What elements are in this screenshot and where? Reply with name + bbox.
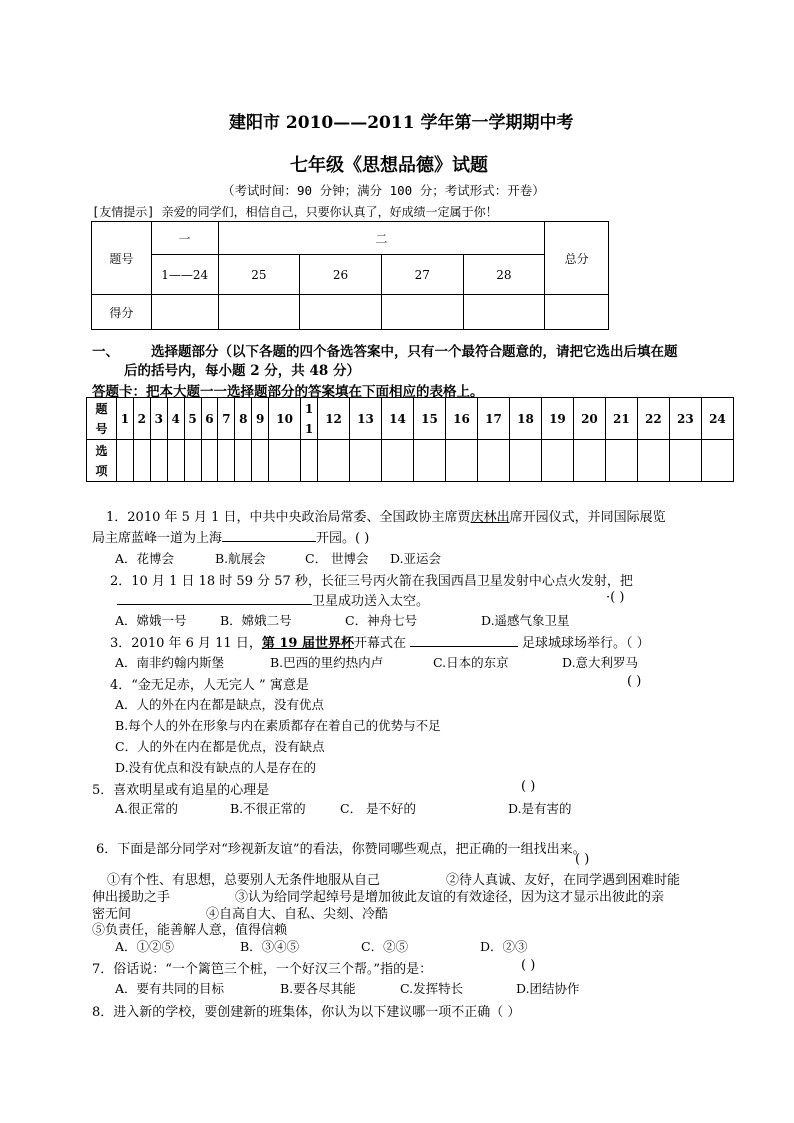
question-7: 7．俗话说：“一个篱笆三个桩，一个好汉三个帮。”指的是： <box>92 962 433 977</box>
q2-answer-paren[interactable]: ·( ) <box>606 590 625 605</box>
q3-text-b: 开幕式在 <box>354 636 407 651</box>
answer-number-label: 4 <box>171 411 180 426</box>
q4-option-d[interactable]: D.没有优点和没有缺点的人是存在的 <box>115 760 317 775</box>
q7-option-c[interactable]: C.发挥特长 <box>400 981 464 996</box>
answer-cell[interactable] <box>445 440 477 482</box>
q2-option-c[interactable]: C．神舟七号 <box>345 613 418 628</box>
q2-option-d[interactable]: D.遥感气象卫星 <box>481 613 570 628</box>
q6-statement-3b: 密无间 <box>92 907 132 922</box>
question-6: 6．下面是部分同学对“珍视新友谊”的看法，你赞同哪些观点，把正确的一组找出来。 <box>96 842 586 857</box>
answer-cell[interactable] <box>414 440 446 482</box>
exam-title: 建阳市 2010——2011 学年第一学期期中考 <box>229 113 574 133</box>
answer-number-label: 9 <box>256 411 265 426</box>
score-cell[interactable] <box>545 295 609 330</box>
score-col-1-24: 1——24 <box>151 255 218 295</box>
question-5: 5．喜欢明星或有追星的心理是 <box>92 783 270 798</box>
q6-statement-3a: ③认为给同学起绰号是增加彼此友谊的有效途径，因为这才显示出彼此的亲 <box>235 890 665 905</box>
score-table-total: 总分 <box>545 222 609 295</box>
q2-option-b[interactable]: B．嫦娥二号 <box>220 613 292 628</box>
q1-text-b: 席开园仪式，并同国际展览 <box>509 510 666 525</box>
answer-col-number <box>605 398 637 440</box>
score-col-27: 27 <box>381 255 463 295</box>
answer-label-q2: 号 <box>95 421 108 436</box>
q6-statement-2b: 伸出援助之手 <box>92 890 171 905</box>
answer-number-label: 1 <box>304 401 314 416</box>
score-cell[interactable] <box>218 295 300 330</box>
answer-number-label: 18 <box>517 411 534 426</box>
q5-option-c[interactable]: C． 是不好的 <box>340 801 417 816</box>
answer-cell[interactable] <box>150 440 167 482</box>
answer-col-number <box>235 398 252 440</box>
q6-statement-2a: ②待人真诚、友好，在同学遇到困难时能 <box>446 873 681 888</box>
answer-number-label: 5 <box>188 411 197 426</box>
answer-col-number <box>541 398 573 440</box>
answer-table <box>86 397 734 482</box>
answer-col-number <box>201 398 218 440</box>
q3-worldcup: 第 19 届世界杯 <box>261 636 354 651</box>
answer-number-label: 6 <box>205 411 214 426</box>
q6-statement-1: ①有个性、有思想，总要别人无条件地服从自己 <box>107 873 381 888</box>
question-8: 8．进入新的学校，要创建新的班集体，你认为以下建议哪一项不正确（ ） <box>92 1005 521 1020</box>
answer-col-number <box>269 398 301 440</box>
q6-option-d[interactable]: D．②③ <box>480 939 528 954</box>
answer-cell[interactable] <box>509 440 541 482</box>
answer-col-number <box>414 398 446 440</box>
answer-col-number <box>477 398 509 440</box>
answer-number-label: 15 <box>421 411 438 426</box>
q3-option-b[interactable]: B.巴西的里约热内卢 <box>270 655 384 670</box>
score-col-25: 25 <box>218 255 300 295</box>
answer-number-label: 13 <box>357 411 374 426</box>
answer-cell[interactable] <box>382 440 414 482</box>
q6-option-b[interactable]: B．③④⑤ <box>240 939 300 954</box>
answer-col-number <box>150 398 167 440</box>
answer-number-label-line2: 1 <box>304 421 314 436</box>
q5-option-a[interactable]: A.很正常的 <box>115 801 179 816</box>
answer-col-number <box>509 398 541 440</box>
question-1 <box>106 506 666 525</box>
question-4: 4．“金无足赤，人无完人 ” 寓意是 <box>110 678 309 693</box>
q7-option-a[interactable]: A．要有共同的目标 <box>115 981 225 996</box>
q1-blank[interactable] <box>222 529 316 542</box>
answer-col-number <box>382 398 414 440</box>
q3-option-c[interactable]: C.日本的东京 <box>433 655 509 670</box>
answer-number-label: 1 <box>120 411 130 426</box>
score-cell[interactable] <box>151 295 218 330</box>
q3-text-a: 3．2010 年 6 月 11 日， <box>110 636 262 651</box>
answer-cell[interactable] <box>133 440 150 482</box>
answer-cell[interactable] <box>269 440 301 482</box>
answer-col-number <box>252 398 269 440</box>
answer-cell[interactable] <box>235 440 252 482</box>
answer-number-label: 21 <box>613 411 630 426</box>
score-table-group-one: 一 <box>151 222 218 255</box>
q4-option-a[interactable]: A．人的外在内在都是缺点，没有优点 <box>115 697 325 712</box>
section-one-number: 一、 <box>92 344 119 360</box>
q1-name: 庆林出 <box>470 510 510 525</box>
q1-text-c: 局主席蓝峰一道为上海 <box>92 531 223 546</box>
answer-col-number <box>218 398 235 440</box>
answer-col-number <box>167 398 184 440</box>
q6-option-c[interactable]: C．②⑤ <box>361 939 409 954</box>
answer-col-number <box>445 398 477 440</box>
answer-col-number <box>637 398 669 440</box>
q6-option-a[interactable]: A．①②⑤ <box>115 939 175 954</box>
score-cell[interactable] <box>463 295 545 330</box>
answer-number-label: 22 <box>645 411 662 426</box>
answer-number-label: 24 <box>709 411 726 426</box>
answer-cell[interactable] <box>637 440 669 482</box>
answer-number-label: 3 <box>154 411 163 426</box>
q6-statement-5: ⑤负责任，能善解人意，值得信赖 <box>92 923 288 938</box>
answer-cell[interactable] <box>669 440 701 482</box>
q7-option-d[interactable]: D.团结协作 <box>516 981 580 996</box>
answer-cell[interactable] <box>218 440 235 482</box>
q1-option-c[interactable]: C． 世博会 <box>305 551 369 566</box>
score-table <box>91 221 609 330</box>
answer-cell[interactable] <box>605 440 637 482</box>
score-col-26: 26 <box>300 255 382 295</box>
answer-col-number <box>669 398 701 440</box>
answer-cell[interactable] <box>350 440 382 482</box>
answer-label-a2: 项 <box>95 463 108 478</box>
q3-option-a[interactable]: A．南非约翰内斯堡 <box>115 655 225 670</box>
answer-number-label: 12 <box>325 411 342 426</box>
exam-subtitle: 七年级《思想品德》试题 <box>290 155 488 176</box>
answer-cell[interactable] <box>701 440 733 482</box>
q1-option-d[interactable]: D.亚运会 <box>390 551 442 566</box>
q3-option-d[interactable]: D.意大利罗马 <box>562 655 639 670</box>
q5-answer-paren[interactable]: ( ) <box>521 779 536 794</box>
answer-number-label: 2 <box>137 411 147 426</box>
friendly-tip: [友情提示] 亲爱的同学们，相信自己，只要你认真了，好成绩一定属于你！ <box>92 205 498 219</box>
answer-col-number <box>573 398 605 440</box>
answer-number-label: 7 <box>222 411 231 426</box>
q2-blank[interactable] <box>117 592 312 605</box>
answer-number-label: 17 <box>485 411 502 426</box>
q7-option-b[interactable]: B.要各尽其能 <box>280 981 356 996</box>
answer-col-number <box>318 398 350 440</box>
answer-table-option-label <box>87 440 117 482</box>
score-col-28: 28 <box>463 255 545 295</box>
question-2: 2．10 月 1 日 18 时 59 分 57 秒，长征三号丙火箭在我国西昌卫星发射中心点火发射，把 <box>110 574 633 589</box>
q3-text-c: 足球城球场举行。（ ） <box>522 636 650 651</box>
answer-cell[interactable] <box>573 440 605 482</box>
answer-number-label: 16 <box>453 411 470 426</box>
q1-option-b[interactable]: B.航展会 <box>215 551 266 566</box>
answer-cell[interactable] <box>117 440 134 482</box>
answer-table-question-label <box>87 398 117 440</box>
answer-cell[interactable] <box>201 440 218 482</box>
answer-cell[interactable] <box>477 440 509 482</box>
q1-text-a: 1．2010 年 5 月 1 日，中共中央政治局常委、全国政协主席贾 <box>106 510 471 525</box>
q1-option-a[interactable]: A．花博会 <box>115 551 175 566</box>
q4-option-c[interactable]: C．人的外在内在都是优点，没有缺点 <box>115 739 325 754</box>
q4-answer-paren[interactable]: ( ) <box>627 674 642 689</box>
score-table-question-label: 题号 <box>92 222 152 295</box>
answer-number-label: 23 <box>677 411 694 426</box>
q3-blank[interactable] <box>410 634 518 647</box>
answer-cell[interactable] <box>184 440 201 482</box>
answer-col-number <box>350 398 382 440</box>
q7-answer-paren[interactable]: ( ) <box>521 958 536 973</box>
q2-option-a[interactable]: A．嫦娥一号 <box>115 613 187 628</box>
answer-cell[interactable] <box>318 440 350 482</box>
answer-number-label: 20 <box>581 411 598 426</box>
q4-option-b[interactable]: B.每个人的外在形象与内在素质都存在着自己的优势与不足 <box>115 718 441 733</box>
score-cell[interactable] <box>381 295 463 330</box>
section-one-heading: 选择题部分（以下各题的四个备选答案中，只有一个最符合题意的，请把它选出后填在题 <box>151 344 678 360</box>
question-1-line2 <box>92 527 369 546</box>
answer-col-number <box>184 398 201 440</box>
q1-text-d: 开园。( ) <box>316 531 370 546</box>
answer-number-label: 14 <box>389 411 406 426</box>
question-2-line2 <box>117 590 429 609</box>
answer-number-label: 10 <box>276 411 293 426</box>
q6-answer-paren[interactable]: ( ) <box>575 852 590 867</box>
answer-cell[interactable] <box>167 440 184 482</box>
answer-card-instruction: 答题卡：把本大题一一选择题部分的答案填在下面相应的表格上。 <box>92 384 484 400</box>
answer-label-a1: 选 <box>95 443 108 458</box>
score-table-group-two: 二 <box>218 222 545 255</box>
q2-text-b: 卫星成功送入太空。 <box>312 594 430 609</box>
exam-info: （考试时间：90 分钟；满分 100 分；考试形式：开卷） <box>222 183 545 198</box>
q5-option-b[interactable]: B.不很正常的 <box>230 801 306 816</box>
answer-cell[interactable] <box>252 440 269 482</box>
q6-statement-4: ④自高自大、自私、尖刻、冷酷 <box>206 907 389 922</box>
answer-number-label: 8 <box>239 411 248 426</box>
question-3 <box>110 632 650 651</box>
q5-option-d[interactable]: D.是有害的 <box>508 801 572 816</box>
score-cell[interactable] <box>300 295 382 330</box>
answer-label-q1: 题 <box>95 401 108 416</box>
answer-col-number <box>701 398 733 440</box>
answer-col-number <box>301 398 318 440</box>
score-table-score-label: 得分 <box>92 295 152 330</box>
answer-cell[interactable] <box>541 440 573 482</box>
answer-number-label: 19 <box>549 411 566 426</box>
answer-col-number <box>133 398 150 440</box>
answer-cell[interactable] <box>301 440 318 482</box>
answer-col-number <box>117 398 134 440</box>
section-one-heading-cont: 后的括号内，每小题 2 分，共 48 分） <box>124 363 360 379</box>
